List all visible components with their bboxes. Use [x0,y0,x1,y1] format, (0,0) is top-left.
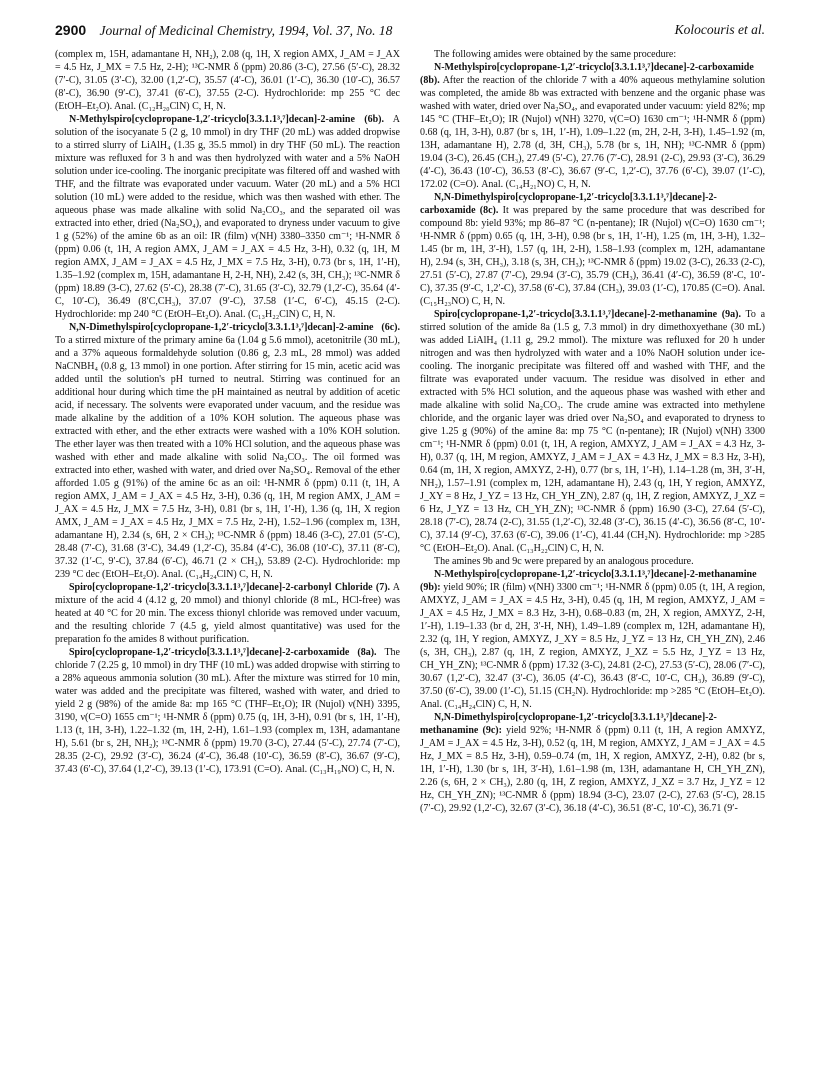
paragraph-body: To a stirred solution of the amide 8a (1.5 g, 7.3 mmol) in dry dimethoxyethane (30 mL) was added LiAlH₄ (1.11 g, 29.2 mmol). The mixture was refluxed for 20 h under nitrogen and was then hydrolyzed with water and a 10% NaOH solution under ice-cooling. The inorganic precipitate was filtered off and washed with THF, and the filtrate was evaporated under vacuum. The residue was disolved in ether and extracted with 5% HCl solution, and the aqueous phase was washed with ether and made alkaline with solid Na₂CO₃. The crude amine was extracted into methylene chloride, and the organic layer was dried over Na₂SO₄ and evaporated to dryness to give 1.25 g (90%) of the amine 8a: mp 75 °C (n-pentane); IR (Nujol) ν(NH) 3300 cm⁻¹; ¹H-NMR δ (ppm) 0.01 (t, 1H, A region, AMXYZ, J_AM = J_AX = 4.3 Hz, 3-H), 0.37 (q, 1H, M region, AMXYZ, J_AM = J_AX = 4.3 Hz, J_MX = 8.3 Hz, 3-H), 0.64 (m, 1H, X region, AMXYZ, 2-H), 0.77 (br s, 1H, 1′-H), 1.14–1.28 (m, 3H, 3′-H, NH₂), 1.57–1.91 (complex m, 12H, adamantane H), 2.43 (q, 1H, Y region, AMXYZ, J_XY = 8 Hz, J_YZ = 13 Hz, CH_YH_ZN), 2.87 (q, 1H, Z region, AMXYZ, J_XZ = 6 Hz, J_YZ = 13 Hz, CH_YH_ZN); ¹³C-NMR δ (ppm) 16.90 (3-C), 27.64 (5′-C), 28.18 (7′-C), 28.74 (2-C), 31.55 (1,2′-C), 32.48 (3′-C), 36.15 (4′-C), 36.56 (8′-C, 10′-C), 37.14 (9′-C), 37.63 (6′-C), 39.06 (1′-C), 41.44 (CH₂N). Hydrochloride: mp >285 °C (EtOH–Et₂O). Anal. (C₁₃H₂₂ClN) C, H, N. [420,309,765,554]
journal-citation: Journal of Medicinal Chemistry, 1994, Vol. 37, No. 18 [99,23,393,38]
compound-heading: N,N-Dimethylspiro[cyclopropane-1,2′-tricyclo[3.3.1.1³,⁷]decan]-2-amine (6c). [69,322,400,333]
paragraph-body: After the reaction of the chloride 7 with a 40% aqueous methylamine solution was completed, the amide 8b was extracted with benzene and the organic phase was washed with water, dried over Na₂SO₄, and evaporated under vacuum: yield 82%; mp 145 °C (THF–Et₂O); IR (Nujol) ν(NH) 3270, ν(C=O) 1630 cm⁻¹; ¹H-NMR δ (ppm) 0.68 (q, 1H, 3-H), 0.87 (br s, 1H, 1′-H), 1.09–1.22 (m, 2H, 2-H, 3-H), 1.45–1.92 (m, 13H, adamantane H), 2.78 (d, 3H, CH₃), 5.78 (br s, 1H, NH); ¹³C-NMR δ (ppm) 19.04 (3-C), 26.45 (CH₃), 27.49 (5′-C), 27.76 (7′-C), 28.91 (2-C), 29.93 (3′-C), 36.29 (4′-C), 36.43 (10′-C), 36.53 (8′-C), 36.67 (9′-C, 1,2′-C), 37.76 (6′-C), 39.07 (1′-C), 172.02 (C=O). Anal. (C₁₄H₂₁NO) C, H, N. [420,75,765,190]
paragraph-body: The amines 9b and 9c were prepared by an analogous procedure. [434,556,694,567]
paragraph-body: A mixture of the acid 4 (4.12 g, 20 mmol) and thionyl chloride (8 mL, HCl-free) was heated at 40 °C for 20 min. The excess thionyl chloride was removed under vacuum, and the resulting chloride 7 (4.5 g, yield almost quantitative) was used for the preparation fo the amides 8 without purification. [55,582,400,645]
paragraph-body: To a stirred mixture of the primary amine 6a (1.04 g 5.6 mmol), acetonitrile (30 mL), and a 37% aqueous formaldehyde solution (0.86 g, 2.3 mL, 28 mmol) was added NaCNBH₄ (0.8 g, 13 mmol) in one portion. After stirring for 15 min, acetic acid was added until the solution's pH turned to neutral. Stirring was continued for an additional hour during which time the pH maintained as neutral by addition of acetic acid, if necessary. The solvents were evaporated under vacuum, and the residue was made alkaline by the addition of a 10% KOH solution. The aqueous phase was extracted with ether, and the ether extracts were washed with a 10% KOH solution. The ether layer was then treated with a 10% HCl solution, and the aqueous phase was washed with ether and made alkaline with solid Na₂CO₃. The oil formed was extracted into ether, washed with water, and dried over Na₂SO₄. Removal of the ether afforded 1.05 g (91%) of the amine 6c as an oil: ¹H-NMR δ (ppm) 0.11 (t, 1H, A region AMX, J_AM = J_AX = 4.5 Hz, 3-H), 0.36 (q, 1H, M region AMX, J_AM = J_AX = 4.5 Hz, J_MX = 7.5 Hz, 3-H), 0.81 (br s, 1H, 1′-H), 1.36 (q, 1H, X region AMX, J_AM = J_AX = 4.5 Hz, J_MX = 7.5 Hz, 2-H), 1.52–1.96 (complex m, 13H, adamantane H), 2.34 (s, 6H, 2 × CH₃); ¹³C-NMR δ (ppm) 18.46 (3-C), 27.01 (5′-C), 28.48 (7′-C), 31.68 (3′-C), 34.49 (1,2′-C), 35.84 (4′-C), 36.08 (10′-C), 37.11 (8′-C), 37.32 (1′-C, 9′-C), 37.84 (6′-C), 46.71 (2 × CH₃), 53.89 (2-C). Hydrochloride: mp 239 °C dec (EtOH–Et₂O). Anal. (C₁₄H₂₄ClN) C, H, N. [55,335,400,580]
compound-heading: N-Methylspiro[cyclopropane-1,2′-tricyclo[3.3.1.1³,⁷]decane]-2-carboxamide (8b). [420,62,754,86]
compound-heading: N,N-Dimethylspiro[cyclopropane-1,2′-tricyclo[3.3.1.1³,⁷]decane]-2-carboxamide (8c). [420,192,717,216]
paragraph [55,581,400,646]
compound-heading: Spiro[cyclopropane-1,2′-tricyclo[3.3.1.1³,⁷]decane]-2-methanamine (9a). [434,309,741,320]
paragraph-body: A solution of the isocyanate 5 (2 g, 10 mmol) in dry THF (20 mL) was added dropwise to a stirred slurry of LiAlH₄ (1.35 g, 35.5 mmol) in dry THF (50 mL). The reaction mixture was refluxed for 3 h and was then hydrolyzed with water and a 5% NaOH solution under ice-cooling. The inorganic precipitate was filtered off and washed with THF, and the filtrate was evaporated under vacuum. Water (20 mL) and a 5% HCl solution (10 mL) were added to the residue, which was then washed with ether. The aqueous phase was made alkaline with solid Na₂CO₃, and the separated oil was extracted into ether, dried (Na₂SO₄), and evaporated to dryness under vacuum to give 1 g (52%) of the amine 6b as an oil: IR (film) ν(NH) 3380–3350 cm⁻¹; ¹H-NMR δ (ppm) 0.06 (t, 1H, A region AMX, J_AM = J_AX = 4.5 Hz, 3-H), 0.32 (q, 1H, M region AMX, J_AM = J_AX = 4.5 Hz, J_MX = 7.5 Hz, 3-H), 0.73 (br s, 1H, 1′-H), 1.35–1.92 (complex m, 15H, adamantane H, 2-H, NH), 2.42 (s, 3H, CH₃); ¹³C-NMR δ (ppm) 18.89 (3-C), 27.62 (5′-C), 28.38 (7′-C), 31.65 (3′-C), 32.79 (1,2′-C), 35.64 (4′-C, 10′-C), 36.49 (8′C,CH₃), 37.07 (9′-C), 37.58 (1′-C, 6′-C), 45.15 (2-C). Hydrochloride: mp 240 °C (EtOH–Et₂O). Anal. (C₁₃H₂₂ClN) C, H, N. [55,114,400,320]
paragraph [55,48,400,113]
paragraph [420,555,765,568]
paragraph-body: The following amides were obtained by the same procedure: [434,49,677,60]
paragraph-body: yield 90%; IR (film) ν(NH) 3300 cm⁻¹; ¹H-NMR δ (ppm) 0.05 (t, 1H, A region, AMXYZ, J_AM = J_AX = 4.5 Hz, 3-H), 0.45 (q, 1H, M region, AMXYZ, J_AM = J_AX = 4.5 Hz, J_MX = 8.3 Hz, 3-H), 0.68–0.83 (m, 2H, X region, AMXYZ, 2-H, 1′-H), 1.19–1.33 (br d, 2H, 3′-H, NH), 1.49–1.89 (complex m, 12H, adamantane H), 2.32 (q, 1H, Y region, AMXYZ, J_XY = 8.5 Hz, J_YZ = 13 Hz, CH_YH_ZN), 2.46 (s, 3H, CH₃), 2.87 (q, 1H, Z region, AMXYZ, J_XZ = 5.5 Hz, J_YZ = 13 Hz, CH_YH_ZN); ¹³C-NMR δ (ppm) 17.32 (3-C), 24.81 (2-C), 27.53 (5′-C), 28.06 (7′-C), 30.67 (1,2′-C), 32.47 (3′-C), 36.05 (4′-C), 36.43 (8′-C, 10′-C, CH₃), 36.89 (9′-C), 37.50 (6′-C), 39.00 (1′-C), 51.15 (CH₂N). Hydrochloride: mp >285 °C (EtOH–Et₂O). Anal. (C₁₄H₂₄ClN) C, H, N. [420,582,765,710]
paragraph [55,646,400,776]
paragraph-body: (complex m, 15H, adamantane H, NH₂), 2.08 (q, 1H, X region AMX, J_AM = J_AX = 4.5 Hz, J_MX = 7.5 Hz, 2-H); ¹³C-NMR δ (ppm) 20.86 (3-C), 27.56 (5′-C), 28.32 (7′-C), 31.05 (3′-C), 32.00 (1,2′-C), 35.57 (4′-C), 36.01 (1′-C), 36.30 (10′-C), 36.57 (8′-C), 36.90 (9′-C), 37.41 (6′-C), 37.55 (2-C). Hydrochloride: mp 255 °C dec (EtOH–Et₂O). Anal. (C₁₂H₂₀ClN) C, H, N. [55,49,400,112]
paragraph [420,48,765,61]
paragraph [420,568,765,711]
running-header [55,22,765,42]
paragraph [55,321,400,581]
compound-heading: N-Methylspiro[cyclopropane-1,2′-tricyclo[3.3.1.1³,⁷]decane]-2-methanamine (9b): [420,569,757,593]
paragraph [420,61,765,191]
paragraph-body: The chloride 7 (2.25 g, 10 mmol) in dry THF (10 mL) was added dropwise with stirring to a 28% aqueous ammonia solution (30 mL). After the mixture was stirred for 10 min, water was added and the precipitate was filtered, washed with water, and dried to yield 2 g (98%) of the amide 8a: mp 165 °C (THF–Et₂O); IR (Nujol) ν(NH) 3395, 3190, ν(C=O) 1655 cm⁻¹; ¹H-NMR δ (ppm) 0.75 (q, 1H, 3-H), 0.91 (br s, 1H, 1′-H), 1.13 (t, 1H, 3-H), 1.22–1.32 (m, 1H, 2-H), 1.61–1.93 (complex m, 13H, adamantane H), 5.61 (br s, 2H, NH₂); ¹³C-NMR δ (ppm) 19.70 (3-C), 27.44 (5′-C), 27.74 (7′-C), 28.35 (2-C), 29.92 (3′-C), 36.24 (4′-C), 36.48 (10′-C), 36.59 (8′-C), 36.67 (9′-C), 37.43 (6′-C), 37.64 (1,2′-C), 39.13 (1′-C), 173.91 (C=O). Anal. (C₁₃H₁₉NO) C, H, N. [55,647,400,775]
left-column [55,48,400,1058]
right-column [420,48,765,1058]
paragraph [55,113,400,321]
paragraph-body: It was prepared by the same procedure that was described for compound 8b: yield 93%; mp 86–87 °C (n-pentane); IR (Nujol) ν(C=O) 1630 cm⁻¹; ¹H-NMR δ (ppm) 0.65 (q, 1H, 3-H), 0.98 (br s, 1H, 1′-H), 1.25 (m, 1H, 3-H), 1.32–1.45 (br m, 1H, 3′-H), 1.57 (q, 1H, 2-H), 1.58–1.93 (complex m, 12H, adamantane H), 2.94 (s, 3H, CH₃), 3.18 (s, 3H, CH₃); ¹³C-NMR δ (ppm) 19.02 (3-C), 26.33 (2-C), 27.51 (5′-C), 27.87 (7′-C), 29.94 (3′-C), 35.79 (CH₃), 36.41 (4′-C), 36.59 (8′-C, 10′-C), 37.35 (9′-C, 1,2′-C), 37.58 (6′-C), 37.84 (CH₃), 39.03 (1′-C), 170.85 (C=O). Anal. (C₁₅H₂₃NO) C, H, N. [420,205,765,307]
page-number: 2900 [55,22,87,38]
paragraph [420,191,765,308]
compound-heading: N,N-Dimethylspiro[cyclopropane-1,2′-tricyclo[3.3.1.1³,⁷]decane]-2-methanamine (9c): [420,712,717,736]
compound-heading: Spiro[cyclopropane-1,2′-tricyclo[3.3.1.1³,⁷]decane]-2-carbonyl Chloride (7). [69,582,391,593]
paragraph [420,308,765,555]
compound-heading: Spiro[cyclopropane-1,2′-tricyclo[3.3.1.1³,⁷]decane]-2-carboxamide (8a). [69,647,377,658]
paragraph-body: yield 92%; ¹H-NMR δ (ppm) 0.11 (t, 1H, A region AMXYZ, J_AM = J_AX = 4.5 Hz, 3-H), 0.52 (q, 1H, M region, AMXYZ, J_AM = J_AX = 4.5 Hz, J_MX = 8.5 Hz, 3-H), 0.59–0.74 (m, 1H, X region, AMXYZ, 2-H), 0.82 (br s, 1H, 1′-H), 1.30 (br s, 1H, 3′-H), 1.61–1.98 (m, 13H, adamantane H, CH_YH_ZN), 2.26 (s, 6H, 2 × CH₃), 2.80 (q, 1H, Z region, AMXYZ, J_XZ = 3.7 Hz, J_YZ = 12 Hz, CH_YH_ZN); ¹³C-NMR δ (ppm) 18.94 (3-C), 23.07 (2-C), 27.63 (5′-C), 28.15 (7′-C), 29.92 (1,2′-C), 32.67 (3′-C), 36.18 (4′-C), 36.51 (8′-C, 10′-C), 36.71 (9′- [420,725,765,814]
compound-heading: N-Methylspiro[cyclopropane-1,2′-tricyclo[3.3.1.1³,⁷]decan]-2-amine (6b). [69,114,384,125]
paragraph [420,711,765,815]
running-authors: Kolocouris et al. [674,22,765,37]
